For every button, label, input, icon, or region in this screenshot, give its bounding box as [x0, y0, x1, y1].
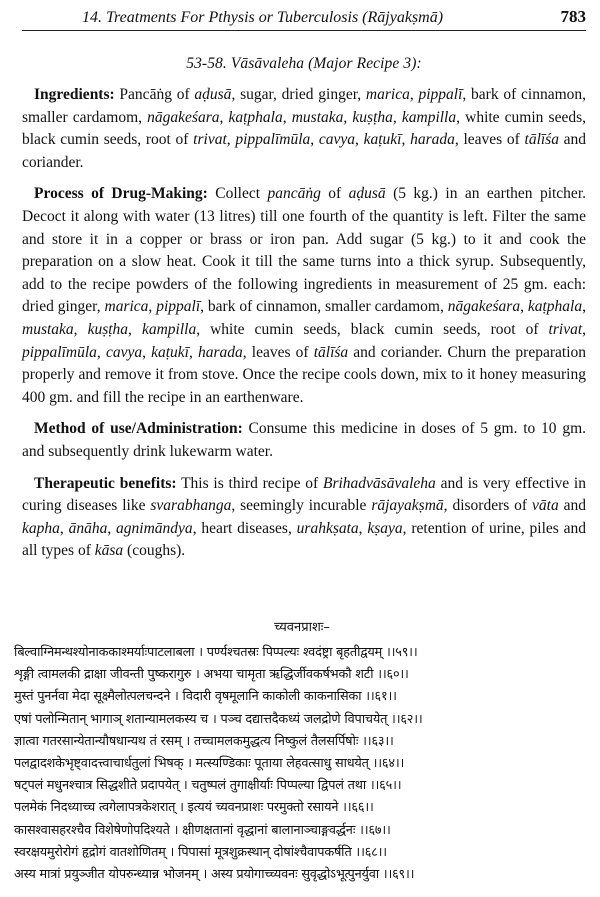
- term-pippali: pippalī: [156, 298, 201, 316]
- verse-line: अस्य मात्रां प्रयुञ्जीत योपरुन्ध्यान्न भोजनम् । अस्य प्रयोगाच्च्यवनः सुवृद्धोऽभूत्पुनर्युवा ।।६९।।: [14, 867, 415, 883]
- page-number: 783: [560, 7, 586, 26]
- text-run: and is very effective in curing diseases like: [22, 474, 586, 515]
- text-run: , bark of cinnamon, smaller cardamom,: [22, 86, 587, 126]
- term-agnimandya: agnimāndya: [116, 519, 193, 537]
- text-run: ,: [355, 131, 364, 149]
- text-run: Pancāṅg of: [114, 86, 195, 103]
- text-run: ,: [226, 131, 236, 149]
- term-pancang: pancāṅg: [267, 185, 321, 203]
- text-run: ,: [343, 108, 353, 126]
- term-trivat: trivat: [548, 320, 583, 338]
- text-run: , seemingly incurable: [231, 497, 372, 515]
- text-run: ,: [310, 131, 319, 149]
- text-run: and: [558, 497, 586, 515]
- term-kampilla: kampilla: [401, 108, 457, 126]
- verse-line: पलमेकं निदध्याच्च त्वगेलापत्रकेशरात् । इत्ययं च्यवनप्राशः परमुक्तो रसायने ।।६६।।: [14, 800, 374, 816]
- text-run: ,: [392, 108, 402, 126]
- term-rajayaksma: rājayakṣmā: [371, 497, 444, 515]
- text-run: ,: [358, 519, 368, 537]
- term-pippalimula: pippalīmūla: [22, 343, 97, 361]
- term-talisa: tālīśa: [313, 343, 349, 361]
- text-run: ,: [282, 108, 292, 126]
- term-talisa: tālīśa: [524, 131, 559, 149]
- text-run: ,: [409, 86, 419, 103]
- term-katphala: kaṭphala: [527, 298, 583, 316]
- term-vata: vāta: [532, 497, 559, 515]
- term-pippalimula: pippalīmūla: [235, 131, 311, 149]
- text-run: ,: [107, 519, 117, 537]
- text-run: ,: [219, 108, 229, 126]
- text-run: , leaves of: [454, 131, 525, 149]
- text-run: , heart diseases,: [192, 519, 297, 537]
- page-header: [22, 6, 586, 31]
- benefits-label: Therapeutic benefits:: [34, 474, 177, 492]
- term-katuki: kaṭukī: [363, 131, 402, 149]
- term-urahksata: urahkṣata: [296, 519, 359, 537]
- term-marica: marica: [104, 298, 149, 316]
- benefits-paragraph: [22, 473, 586, 563]
- term-katphala: kaṭphala: [228, 108, 283, 126]
- text-run: (coughs).: [123, 542, 186, 560]
- term-mustaka: mustaka: [22, 320, 74, 338]
- term-ksaya: kṣaya: [367, 519, 403, 537]
- text-run: , white cumin seeds, black cumin seeds, root of: [196, 320, 549, 338]
- text-run: ,: [582, 298, 586, 316]
- term-kustha: kuṣṭha: [87, 320, 129, 338]
- method-paragraph: [22, 418, 586, 463]
- ingredients-paragraph: [22, 84, 586, 174]
- term-pippali: pippalī: [418, 86, 463, 103]
- text-run: , leaves of: [242, 343, 314, 361]
- text-run: , bark of cinnamon, smaller cardamom,: [200, 298, 448, 316]
- text-run: ,: [401, 131, 411, 149]
- text-run: , white cumin seeds, black cumin seeds, root of: [22, 108, 586, 149]
- verse-line: षट्पलं मधुनश्चात्र सिद्धशीते प्रदापयेत् । चतुष्पलं तुगाक्षीर्याः पिप्पल्या द्विपलं तथा ।।६५।।: [14, 778, 402, 794]
- term-marica: marica: [365, 86, 410, 103]
- verse-line: ज्ञात्वा गतरसान्येतान्यौषधान्यथ तं रसम् । तच्चामलकमुद्धत्य निष्कुलं तैलसर्पिषोः ।।६३।।: [14, 733, 394, 749]
- term-cavya: cavya: [105, 343, 143, 361]
- text-run: ,: [520, 298, 528, 316]
- text-run: Collect: [207, 185, 268, 203]
- text-run: ,: [582, 320, 587, 338]
- term-nagakesara: nāgakeśara: [147, 108, 220, 126]
- text-run: , disorders of: [443, 497, 533, 515]
- term-kapha: kapha: [22, 519, 60, 537]
- verse-line: स्वरक्षयमुरोरोगं हृद्रोगं वातशोणितम् । पिपासां मूत्रशुक्रस्थान् दोषांश्चैवापकर्षति ।।६८।।: [14, 844, 387, 860]
- text-run: ,: [59, 519, 69, 537]
- term-adusa: aḍusā: [194, 86, 232, 103]
- text-run: (5 kg.) in an earthen pitcher. Decoct it along with water (13 litres) till one fourth of the quantity is left. Filter the same and store it in a copper or brass or iron pan. Add sugar (5 kg.) to it and cook the preparation on a slow heat. Cook it till the same turns into a thick syrup. Subsequently, add to the recipe powders of the following ingredients in measurement of 25 gm. each: dried ginger,: [22, 185, 586, 316]
- term-harada: harada: [410, 131, 455, 149]
- verse-line: बिल्वाग्निमन्थश्योनाककाश्मर्याःपाटलाबला । पर्ण्यश्चतस्रः पिप्पल्यः श्वदंष्ट्रा बृहतीद्वयम् ।।५९।।: [14, 645, 418, 660]
- term-kustha: kuṣṭha: [352, 108, 393, 126]
- term-adusa: aḍusā: [348, 185, 386, 203]
- text-run: , retention of urine, piles and all types of: [22, 519, 587, 560]
- text-run: and coriander. Churn the preparation properly and remove it from stove. Once the recipe cools down, mix to it honey measuring 400 gm. and fill the recipe in an earthenware.: [22, 343, 587, 406]
- sanskrit-verses: [14, 617, 590, 886]
- text-run: ,: [96, 343, 106, 361]
- text-run: and coriander.: [22, 131, 587, 171]
- text-run: ,: [148, 298, 157, 316]
- term-kasa: kāsa: [94, 542, 124, 560]
- term-katuki: kaṭukī: [151, 343, 189, 361]
- text-run: ,: [142, 343, 152, 361]
- text-run: , sugar, dried ginger,: [231, 86, 366, 103]
- text-run: ,: [188, 343, 198, 361]
- verse-line: शृङ्गी त्वामलकी द्राक्षा जीवन्ती पुष्करागुरु । अभया चामृता ऋद्धिर्जीवकर्षभकौ शटी ।।६०।।: [14, 667, 409, 683]
- text-run: Consume this medicine in doses of 5 gm. to 10 gm. and subsequently drink lukewarm water.: [22, 420, 586, 460]
- process-paragraph: [22, 183, 586, 409]
- running-title: 14. Treatments For Pthysis or Tuberculosis (Rājyakṣmā): [82, 9, 444, 26]
- term-svarabhanga: svarabhanga: [150, 497, 232, 515]
- recipe-title: 53-58. Vāsāvaleha (Major Recipe 3):: [186, 55, 422, 72]
- term-anaha: ānāha: [68, 519, 108, 537]
- term-brihadvasavaleha: Brihadvāsāvaleha: [322, 474, 436, 492]
- text-run: ,: [128, 320, 142, 338]
- term-cavya: cavya: [318, 131, 356, 149]
- page-body: [22, 55, 586, 572]
- verse-line: मुस्तं पुनर्नवा मेदा सूक्ष्मैलोत्पलचन्दने । विदारी वृषमूलानि काकोली काकनासिका ।।६१।।: [14, 689, 397, 705]
- text-run: of: [320, 185, 349, 203]
- process-label: Process of Drug-Making:: [34, 185, 208, 203]
- ingredients-label: Ingredients:: [34, 86, 115, 103]
- verse-line: एषां पलोन्मितान् भागाञ् शतान्यामलकस्य च । पञ्च दद्यात्तदैकध्यं जलद्रोणे विपाचयेत् ।।६२।।: [14, 711, 423, 727]
- term-nagakesara: nāgakeśara: [447, 298, 521, 316]
- verse-heading: च्यवनप्राशः–: [274, 620, 330, 635]
- verse-line: पलद्वादशकेभृष्ट्वादत्त्वाचार्धतुलां भिषक् । मत्स्यण्डिकाः पूताया लेहवत्साधु साधयेत् ।।६४।।: [14, 756, 405, 772]
- text-run: This is third recipe of: [176, 474, 323, 492]
- verse-line: कासश्वासहरश्चैव विशेषेणोपदिश्यते । क्षीणक्षतानां वृद्धानां बालानाञ्चाङ्गवर्द्धनः ।।६७।।: [14, 822, 391, 838]
- text-run: ,: [73, 320, 88, 338]
- term-kampilla: kampilla: [141, 320, 197, 338]
- method-label: Method of use/Administration:: [34, 420, 243, 438]
- term-harada: harada: [197, 343, 243, 361]
- term-trivat: trivat: [193, 131, 227, 149]
- term-mustaka: mustaka: [291, 108, 344, 126]
